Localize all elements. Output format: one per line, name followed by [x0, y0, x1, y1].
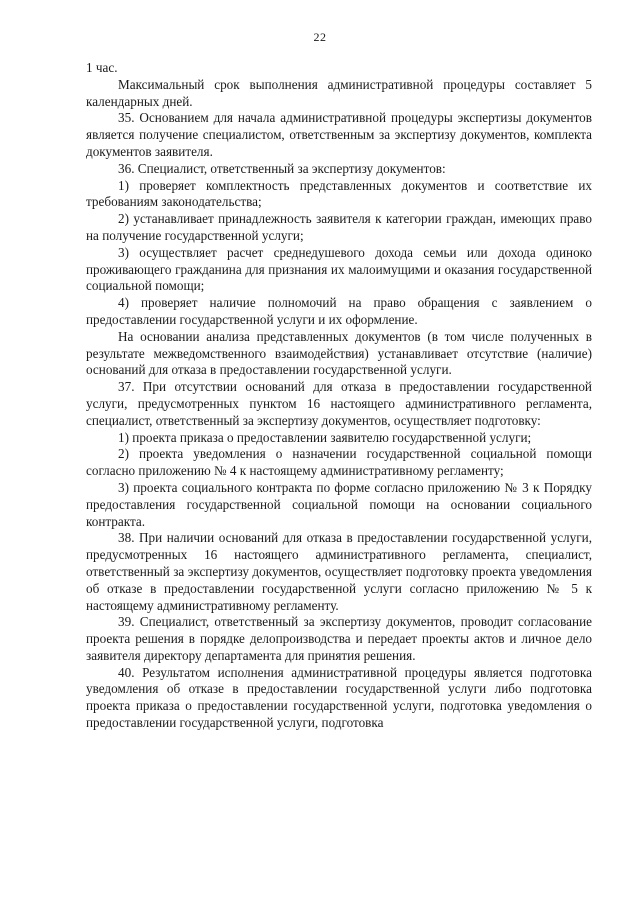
- paragraph-37-item-3: 3) проекта социального контракта по форме согласно приложению № 3 к Порядку предоставления государственной социальной помощи на основании социального контракта.: [86, 479, 592, 529]
- paragraph-37: 37. При отсутствии оснований для отказа в предоставлении государственной услуги, предусмотренных пунктом 16 настоящего административного регламента, специалист, ответственный за экспертизу документов, осуществляет подготовку:: [86, 379, 592, 428]
- paragraph-36-item-2: 2) устанавливает принадлежность заявителя к категории граждан, имеющих право на получение государственной услуги;: [86, 211, 592, 243]
- paragraph-38: 38. При наличии оснований для отказа в предоставлении государственной услуги, предусмотренных 16 настоящего административного регламента, специалист, ответственный за экспертизу документов, осуществляет подготовку проекта уведомления об отказе в предоставлении государственной услуги согласно приложению № 5 к настоящему административному регламенту.: [86, 530, 592, 613]
- paragraph-39: 39. Специалист, ответственный за экспертизу документов, проводит согласование проекта решения в порядке делопроизводства и передает проекты актов и личное дело заявителя директору департамента для принятия решения.: [86, 614, 592, 663]
- paragraph-analysis: На основании анализа представленных документов (в том числе полученных в результате межведомственного взаимодействия) устанавливает отсутствие (наличие) оснований для отказа в предоставлении государственной услуги.: [86, 328, 592, 378]
- paragraph-36: 36. Специалист, ответственный за экспертизу документов:: [118, 160, 446, 176]
- paragraph-36-item-3: 3) осуществляет расчет среднедушевого дохода семьи или дохода одиноко проживающего гражданина для признания их малоимущими и оказания государственной социальной помощи;: [86, 244, 592, 294]
- paragraph-35: 35. Основанием для начала административной процедуры экспертизы документов является получение специалистом, ответственным за экспертизу документов, комплекта документов заявителя.: [86, 110, 592, 159]
- paragraph-36-item-4: 4) проверяет наличие полномочий на право обращения с заявлением о предоставлении государственной услуги и их оформление.: [86, 295, 592, 327]
- page-number: 22: [313, 30, 327, 44]
- paragraph-max-term: Максимальный срок выполнения административной процедуры составляет 5 календарных дней.: [86, 76, 592, 109]
- paragraph-36-item-1: 1) проверяет комплектность представленных документов и соответствие их требованиям законодательства;: [86, 177, 592, 210]
- paragraph-40: 40. Результатом исполнения административной процедуры является подготовка уведомления об отказе в предоставлении государственной услуги либо подготовка проекта приказа о предоставлении государственной услуги, подготовка уведомления о предоставлении государственной услуги, подготовка: [86, 664, 592, 731]
- paragraph-37-item-2: 2) проекта уведомления о назначении государственной социальной помощи согласно приложению № 4 к настоящему административному регламенту;: [86, 446, 592, 479]
- paragraph-continuation: 1 час.: [86, 60, 118, 75]
- document-body: [86, 60, 592, 732]
- paragraph-37-item-1: 1) проекта приказа о предоставлении заявителю государственной услуги;: [118, 429, 532, 445]
